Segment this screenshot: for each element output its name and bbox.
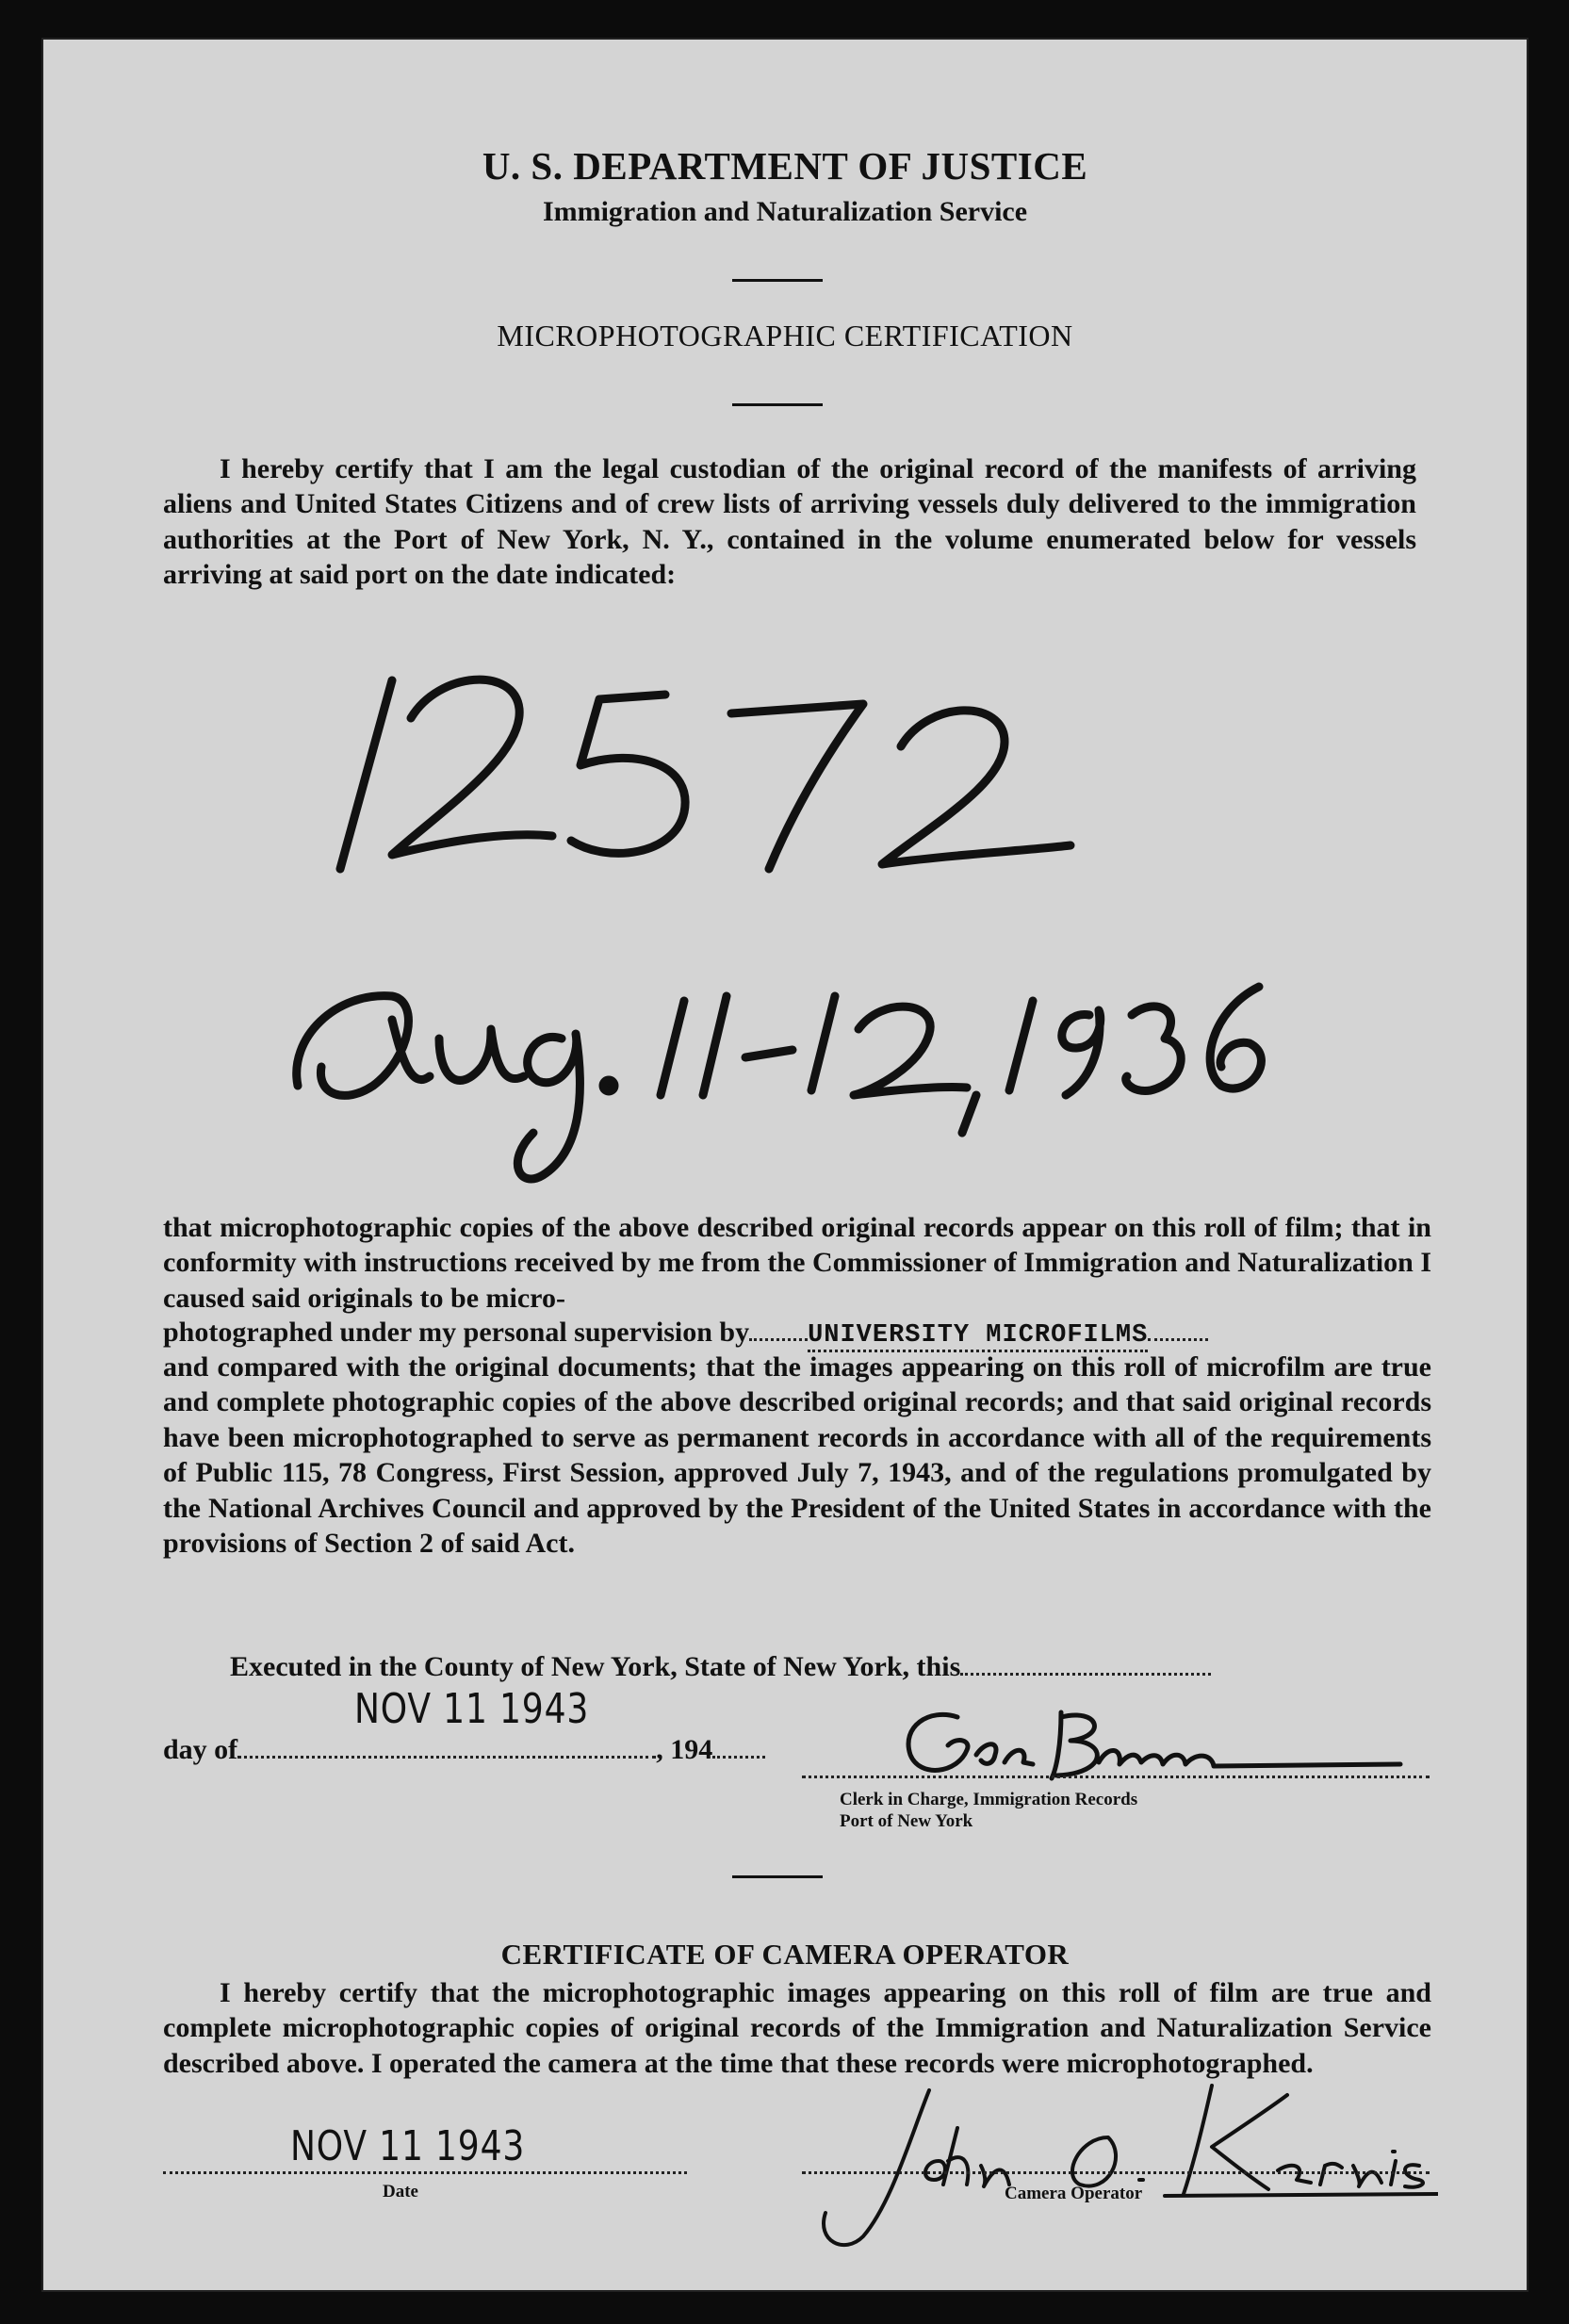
certification-body-part1: that microphotographic copies of the above described original records appear on this roll of film; that in conformity with instructions received by me from the Commissioner of Immigration and Naturalization I caused said originals to be micro- — [163, 1212, 1431, 1314]
camera-operator-label: Camera Operator — [1005, 2184, 1143, 2203]
volume-digit-2 — [392, 679, 552, 855]
certification-body-part2: and compared with the original documents; that the images appearing on this roll of microfilm are true and complete photographic copies of the above described original records; and that said original records have been microphotographed to serve as permanent records in accordance with all of the requirements of Public 115, 78 Congress, First Session, approved July 7, 1943, and of the regulations promulgated by the National Archives Council and approved by the President of the United States in accordance with the provisions of Section 2 of said Act. — [163, 1351, 1431, 1560]
volume-digit-7 — [731, 704, 863, 869]
camera-certificate-body: I hereby certify that the microphotographic images appearing on this roll of film are true and complete microphotographic copies of original records of the Immigration and Naturalization Service described above. I operated the camera at the time that these records were microphotographed. — [163, 1977, 1431, 2079]
handwritten-dash — [745, 1050, 793, 1057]
volume-digit-2 — [882, 711, 1071, 864]
camera-date-line — [163, 2171, 687, 2174]
supervision-line: photographed under my personal supervision by UNIVERSITY MICROFILMS — [163, 1315, 1431, 1353]
dotted-leader — [237, 1756, 656, 1759]
executed-line: Executed in the County of New York, State of New York, this — [230, 1649, 1431, 1684]
agency-subheading: Immigration and Naturalization Service — [542, 196, 1028, 227]
handwritten-aug — [297, 996, 580, 1179]
handwritten-1 — [811, 996, 835, 1090]
handwritten-period — [603, 1080, 614, 1091]
camera-operator-signature — [797, 2071, 1438, 2260]
handwritten-2 — [854, 1007, 967, 1095]
handwritten-3 — [1126, 1007, 1181, 1091]
handwritten-9 — [1062, 1010, 1101, 1095]
execution-date-stamp: NOV 11 1943 — [354, 1685, 590, 1733]
camera-date-stamp: NOV 11 1943 — [290, 2122, 526, 2170]
divider-rule — [732, 1875, 823, 1878]
dotted-leader — [1148, 1338, 1208, 1341]
handwritten-volume-and-date — [279, 662, 1334, 1189]
handwritten-comma — [962, 1095, 976, 1133]
day-of-line: day of , 194 — [163, 1732, 765, 1767]
handwritten-6 — [1210, 987, 1261, 1088]
clerk-title: Clerk in Charge, Immigration Records Port of New York — [840, 1790, 1138, 1831]
divider-rule — [732, 279, 823, 282]
certification-intro: I hereby certify that I am the legal custodian of the original record of the manifests of arriving aliens and United States Citizens and of crew lists of arriving vessels duly delivered to the immigration authorities at the Port of New York, N. Y., contained in the volume enumerated below for vessels arriving at said port on the date indicated: — [163, 453, 1416, 591]
filmed-by-value: UNIVERSITY MICROFILMS — [808, 1321, 1148, 1352]
dotted-leader — [960, 1673, 1211, 1676]
handwritten-11 — [661, 996, 727, 1095]
certificate-sheet — [41, 38, 1528, 2292]
volume-digit-5 — [571, 695, 685, 853]
clerk-signature-line — [802, 1776, 1430, 1778]
clerk-signature — [873, 1689, 1429, 1802]
divider-rule — [732, 403, 823, 406]
certification-title: MICROPHOTOGRAPHIC CERTIFICATION — [497, 319, 1073, 352]
department-heading: U. S. DEPARTMENT OF JUSTICE — [482, 144, 1088, 188]
volume-digit-1 — [340, 680, 392, 869]
camera-date-label: Date — [383, 2182, 418, 2201]
dotted-leader — [712, 1756, 765, 1759]
camera-certificate-title: CERTIFICATE OF CAMERA OPERATOR — [500, 1938, 1070, 1971]
handwritten-1 — [1009, 1001, 1033, 1090]
camera-operator-line — [802, 2171, 1430, 2174]
dotted-leader — [749, 1338, 808, 1341]
